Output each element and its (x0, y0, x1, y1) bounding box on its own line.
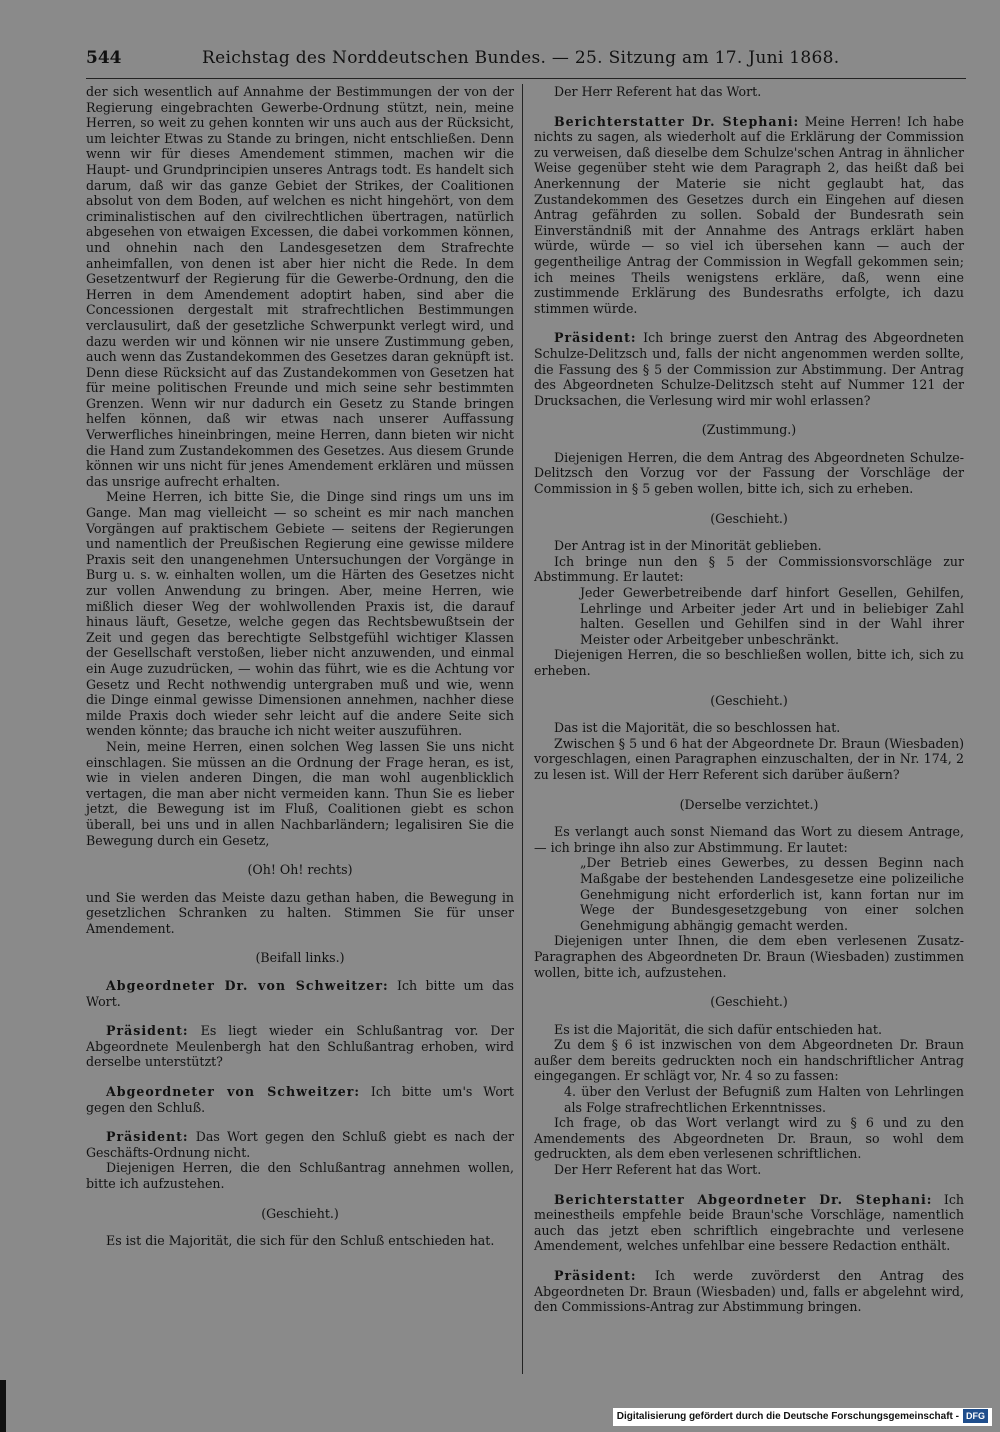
paragraph-text: Zu dem § 6 ist inzwischen von dem Abgeordneten Dr. Braun außer dem bereits gedruckten noch ein handschriftlicher Antrag eingegangen. Er schlägt vor, Nr. 4 so zu fassen: (534, 1037, 964, 1084)
speaker-name: Präsident: (106, 1023, 189, 1039)
paragraph-text: Ich meinestheils empfehle beide Braun'sche Vorschläge, namentlich auch das jetzt eben schriftlich eingebrachte und verlesene Amendement, welches unfehlbar eine bessere Redaction enthält. (534, 1191, 964, 1254)
paragraph-text: der sich wesentlich auf Annahme der Bestimmungen der von der Regierung eingebrachten Gewerbe-Ordnung stützt, nein, meine Herren, so weit zu gehen konnten wir uns auch aus der Rücksicht, um leichter Etwas zu Stande zu bringen, nicht entschließen. Denn wenn wir für dieses Amendement stimmen, machen wir die Haupt- und Grundprincipien unseres Antrags todt. Es handelt sich darum, daß wir das ganze Gebiet der Strikes, der Coalitionen absolut von dem Boden, auf welchen es nicht hingehört, von dem criminalistischen auf den civilrechtlichen übertragen, natürlich abgesehen von etwaigen Excessen, die dabei vorkommen können, und ohnehin nach den Landesgesetzen dem Strafrechte anheimfallen, von denen ist aber hier nicht die Rede. In dem Gesetzentwurf der Regierung für die Gewerbe-Ordnung, den die Herren in dem Amendement adoptirt haben, sind aber die Concessionen dergestalt mit strafrechtlichen Bestimmungen verclausulirt, daß der gesetzliche Schwerpunkt verlegt wird, und dazu werden wir und können wir nie unsere Zustimmung geben, auch wenn das Zustandekommen des Gesetzes daran geknüpft ist. Denn diese Rücksicht auf das Zustandekommen von Gesetzen hat für meine politischen Freunde und mich seine sehr bestimmten Grenzen. Wenn wir nur dadurch ein Gesetz zu Stande bringen helfen können, daß wir etwas nach unserer Auffassung Verwerfliches hineinbringen, meine Herren, dann bieten wir nicht die Hand zum Zustandekommen des Gesetzes. Aus diesem Grunde können wir uns nicht für jenes Amendement erklären und müssen das unsrige aufrecht erhalten. (86, 84, 514, 489)
paragraph-text: Zwischen § 5 und 6 hat der Abgeordnete Dr. Braun (Wiesbaden) vorgeschlagen, einen Paragraphen einzuschalten, der in Nr. 174, 2 zu lesen ist. Will der Herr Referent sich darüber äußern? (534, 735, 964, 782)
quoted-text (534, 855, 964, 933)
paragraph-text: Diejenigen unter Ihnen, die dem eben verlesenen Zusatz-Paragraphen des Abgeordneten Dr. Braun (Wiesbaden) zustimmen wollen, bitte ich, aufzustehen. (534, 933, 964, 980)
paragraph (534, 450, 964, 497)
speaker-name: Präsident: (554, 1268, 637, 1283)
paragraph-text: Das ist die Majorität, die so beschlossen hat. (554, 720, 841, 736)
paragraph-text: Es verlangt auch sonst Niemand das Wort zu diesem Antrage, — ich bringe ihn also zur Abstimmung. Er lautet: (534, 824, 964, 855)
paragraph-text: und Sie werden das Meiste dazu gethan haben, die Bewegung in gesetzlichen Schranken zu halten. Stimmen Sie für unser Amendement. (86, 889, 514, 936)
paragraph-text: Diejenigen Herren, die dem Antrag des Abgeordneten Schulze-Delitzsch den Vorzug vor der Fassung der Vorschläge der Commission in § 5 geben wollen, bitte ich, sich zu erheben. (534, 449, 964, 497)
paragraph-text: Ich bringe nun den § 5 der Commissionsvorschläge zur Abstimmung. Er lautet: (534, 553, 964, 585)
paragraph-gap (86, 1115, 514, 1129)
speaker-name: Berichterstatter Dr. Stephani: (554, 113, 800, 129)
stage-direction: (Derselbe verzichtet.) (679, 796, 819, 812)
left-column (86, 84, 514, 1249)
paragraph (534, 1268, 964, 1315)
paragraph (534, 554, 964, 585)
page-header (86, 44, 966, 79)
paragraph (86, 739, 514, 848)
paragraph (534, 1162, 964, 1178)
paragraph-text: Das Wort gegen den Schluß giebt es nach der Geschäfts-Ordnung nicht. (86, 1129, 514, 1160)
speaker-name: Präsident: (554, 330, 637, 346)
speaker-name: Berichterstatter Abgeordneter Dr. Stephani: (554, 1191, 933, 1207)
running-title: Reichstag des Norddeutschen Bundes. — 25. Sitzung am 17. Juni 1868. (202, 48, 840, 68)
paragraph (86, 489, 514, 739)
paragraph-text: Jeder Gewerbetreibende darf hinfort Gesellen, Gehilfen, Lehrlinge und Arbeiter jeder Art und in beliebiger Zahl halten. Gesellen und Gehilfen sind in der Wahl ihrer Meister oder Arbeitgeber unbeschränkt. (580, 585, 964, 647)
paragraph-text: Ich bitte um das Wort. (86, 978, 514, 1009)
paragraph-text: Es ist die Majorität, die sich für den Schluß entschieden hat. (106, 1233, 495, 1249)
paragraph (86, 1160, 514, 1191)
paragraph (86, 890, 514, 937)
paragraph (534, 1037, 964, 1084)
footer-text: Digitalisierung gefördert durch die Deutsche Forschungsgemeinschaft - (616, 1411, 959, 1422)
paragraph-text: Meine Herren! Ich habe nichts zu sagen, als wiederholt auf die Erklärung der Commission zu verweisen, daß dieselbe dem Schulze'schen Antrag in ähnlicher Weise gegenüber steht wie dem Paragraph 2, das heißt daß bei Anerkennung der Materie sie nicht geglaubt hat, das Zustandekommen des Gesetzes durch ein Eingehen auf diesen Antrag gefährden zu sollen. Sobald der Bundesrath sein Einverständniß mit der Annahme des Antrags erklärt haben würde, würde — so viel ich übersehen kann — auch der gegentheilige Antrag der Commission in Wegfall gekommen sein; ich meines Theils wenigstens erkläre, daß, wenn eine zustimmende Erklärung des Bundesraths erfolgte, ich dazu stimmen würde. (534, 113, 964, 316)
paragraph (534, 114, 964, 317)
paragraph (534, 1022, 964, 1038)
paragraph (534, 736, 964, 783)
paragraph-gap (534, 100, 964, 114)
paragraph-gap (534, 316, 964, 330)
paragraph-text: Diejenigen Herren, die so beschließen wollen, bitte ich, sich zu erheben. (534, 647, 964, 678)
paragraph-text: Nein, meine Herren, einen solchen Weg lassen Sie uns nicht einschlagen. Sie müssen an die Ordnung der Frage heran, es ist, wie in vielen anderen Dingen, die man wohl augenblicklich vertagen, die man aber nicht vermeiden kann. Thun Sie es lieber jetzt, die Bewegung ist im Fluß, Coalitionen giebt es schon überall, bei uns und in allen Nachbarländern; legalisiren Sie die Bewegung durch ein Gesetz, (86, 738, 514, 848)
stage-direction: (Geschieht.) (710, 692, 788, 708)
paragraph (86, 84, 514, 489)
paragraph (534, 330, 964, 408)
paragraph (86, 978, 514, 1009)
stage-direction: (Beifall links.) (255, 950, 345, 966)
paragraph (534, 933, 964, 980)
paragraph-text: Der Herr Referent hat das Wort. (554, 1162, 762, 1178)
paragraph (86, 1023, 514, 1070)
paragraph (86, 1084, 514, 1115)
paragraph-text: Ich werde zuvörderst den Antrag des Abgeordneten Dr. Braun (Wiesbaden) und, falls er abgelehnt wird, den Commissions-Antrag zur Abstimmung bringen. (534, 1268, 965, 1315)
paragraph-text: Es liegt wieder ein Schlußantrag vor. Der Abgeordnete Meulenbergh hat den Schlußantrag erhoben, wird derselbe unterstützt? (86, 1023, 514, 1070)
speaker-name: Abgeordneter von Schweitzer: (106, 1084, 361, 1100)
paragraph-gap (534, 1178, 964, 1192)
paragraph (534, 84, 964, 100)
stage-direction: (Zustimmung.) (701, 422, 797, 438)
stage-direction: (Oh! Oh! rechts) (247, 862, 353, 878)
speaker-name: Abgeordneter Dr. von Schweitzer: (106, 978, 389, 994)
stage-direction: (Geschieht.) (710, 510, 788, 526)
paragraph-text: Diejenigen Herren, die den Schlußantrag annehmen wollen, bitte ich aufzustehen. (86, 1160, 514, 1191)
paragraph (534, 1192, 964, 1254)
page-number: 544 (86, 48, 122, 68)
dfg-logo: DFG (963, 1409, 988, 1423)
paragraph (86, 1129, 514, 1160)
paragraph (534, 647, 964, 678)
paragraph-text: „Der Betrieb eines Gewerbes, zu dessen Beginn nach Maßgabe der bestehenden Landesgesetze eine polizeiliche Genehmigung nicht erforderlich ist, kann fortan nur im Wege der Bundesgesetzgebung von einer solchen Genehmigung abhängig gemacht werden. (580, 855, 964, 933)
footer-credit (613, 1408, 992, 1426)
scan-edge-mark (0, 1380, 6, 1432)
paragraph (534, 538, 964, 554)
paragraph-text: Der Herr Referent hat das Wort. (554, 84, 762, 99)
paragraph (534, 720, 964, 736)
paragraph (86, 1233, 514, 1249)
right-column (534, 84, 964, 1315)
paragraph-gap (86, 1009, 514, 1023)
paragraph (534, 824, 964, 855)
paragraph-text: 4. über den Verlust der Befugniß zum Halten von Lehrlingen als Folge strafrechtlichen Erkenntnisses. (564, 1084, 964, 1115)
paragraph-text: Es ist die Majorität, die sich dafür entschieden hat. (554, 1021, 882, 1037)
stage-direction: (Geschieht.) (710, 994, 788, 1010)
paragraph-text: Ich frage, ob das Wort verlangt wird zu § 6 und zu den Amendements des Abgeordneten Dr. Braun, so wohl dem gedruckten, als dem eben verlesenen schriftlichen. (534, 1115, 964, 1162)
paragraph-text: Der Antrag ist in der Minorität geblieben. (554, 538, 822, 554)
paragraph-gap (534, 1254, 964, 1268)
paragraph-gap (86, 1070, 514, 1084)
list-item (534, 1084, 964, 1115)
paragraph-text: Ich bringe zuerst den Antrag des Abgeordneten Schulze-Delitzsch und, falls der nicht angenommen werden sollte, die Fassung des § 5 der Commission zur Abstimmung. Der Antrag des Abgeordneten Schulze-Delitzsch steht auf Nummer 121 der Drucksachen, die Verlesung wird mir wohl erlassen? (534, 330, 964, 408)
paragraph (534, 1115, 964, 1162)
speaker-name: Präsident: (106, 1129, 189, 1145)
paragraph-text: Ich bitte um's Wort gegen den Schluß. (86, 1084, 514, 1115)
stage-direction: (Geschieht.) (261, 1205, 339, 1221)
quoted-text (534, 585, 964, 647)
paragraph-text: Meine Herren, ich bitte Sie, die Dinge sind rings um uns im Gange. Man mag vielleicht — so scheint es mir nach manchen Vorgängen auf praktischem Gebiete — seitens der Regierungen und namentlich der Preußischen Regierung eine gewisse mildere Praxis seit den unangenehmen Untersuchungen der Vorgänge in Burg u. s. w. einhalten wollen, um die Härten des Gesetzes nicht zur vollen Anwendung zu bringen. Aber, meine Herren, wie mißlich dieser Weg der wohlwollenden Praxis ist, die darauf hinaus läuft, Gesetze, welche gegen das Rechtsbewußtsein der Zeit und gegen das berechtigte Selbstgefühl wichtiger Klassen der Gesellschaft verstoßen, lieber nicht anzuwenden, und einmal ein Auge zuzudrücken, — wohin das führt, wie es die Achtung vor Gesetz und Recht nothwendig untergraben muß und wie, wenn die Dinge einmal gewisse Dimensionen annehmen, nachher diese milde Praxis doch wieder sehr leicht auf die andere Seite sich wenden könnte; das brauche ich nicht weiter auszuführen. (86, 489, 514, 739)
column-divider (522, 84, 523, 1374)
